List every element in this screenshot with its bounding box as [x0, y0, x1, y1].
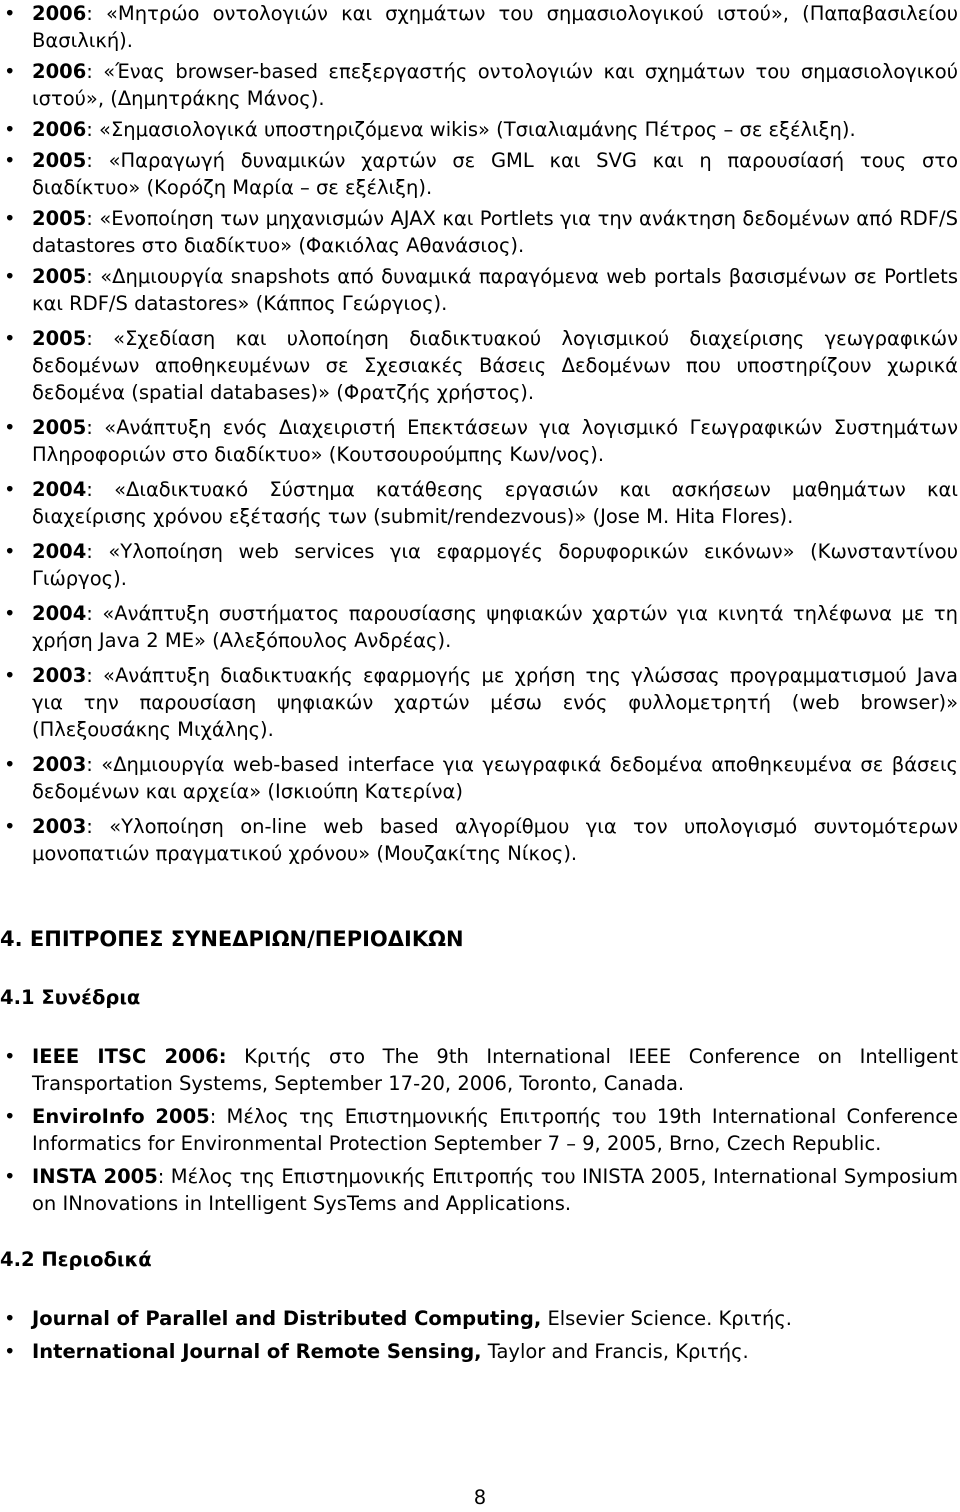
project-year: 2004: [32, 478, 87, 501]
bullet-icon: •: [4, 60, 16, 83]
project-year: 2005: [32, 416, 87, 439]
project-year: 2005: [32, 207, 87, 230]
bullet-icon: •: [4, 1105, 16, 1128]
list-item: [0, 662, 960, 743]
project-text: : «Διαδικτυακό Σύστημα κατάθεσης εργασιών και ασκήσεων μαθημάτων και διαχείρισης χρόνου εξέτασής των (submit/rendezvous)» (Jose M. Hita Flores).: [32, 478, 958, 528]
list-item: [0, 600, 960, 654]
project-text: : «Ανάπτυξη συστήματος παρουσίασης ψηφιακών χαρτών για κινητά τηλέφωνα με τη χρήση Java 2 ME» (Αλεξόπουλος Ανδρέας).: [32, 602, 958, 652]
project-year: 2005: [32, 327, 87, 350]
project-year: 2003: [32, 753, 87, 776]
bullet-icon: •: [4, 416, 16, 439]
journal-name: Journal of Parallel and Distributed Computing,: [32, 1307, 542, 1330]
journal-text: Elsevier Science. Κριτής.: [541, 1307, 793, 1330]
conference-text: : Μέλος της Επιστημονικής Επιτροπής του 19th International Conference Informatics for Environmental Protection September 7 – 9, 2005, Brno, Czech Republic.: [32, 1105, 958, 1155]
project-year: 2003: [32, 664, 87, 687]
page-number: 8: [473, 1486, 487, 1509]
project-text: : «Δημιουργία snapshots από δυναμικά παραγόμενα web portals βασισμένων σε Portlets και RDF/S datastores» (Κάππος Γεώργιος).: [32, 265, 958, 315]
list-item: [0, 813, 960, 867]
project-text: : «Παραγωγή δυναμικών χαρτών σε GML και SVG και η παρουσίασή τους στο διαδίκτυο» (Κορόζη Μαρία – σε εξέλιξη).: [32, 149, 958, 199]
list-item: [0, 1103, 960, 1157]
project-year: 2004: [32, 602, 87, 625]
list-item: [0, 263, 960, 317]
bullet-icon: •: [4, 478, 16, 501]
journal-text: Taylor and Francis, Κριτής.: [481, 1340, 749, 1363]
project-text: : «Δημιουργία web-based interface για γεωγραφικά δεδομένα αποθηκευμένα σε βάσεις δεδομένων και αρχεία» (Ισκιούπη Κατερίνα): [32, 753, 958, 803]
list-item: [0, 751, 960, 805]
list-item: [0, 205, 960, 259]
bullet-icon: •: [4, 149, 16, 172]
journal-name: International Journal of Remote Sensing,: [32, 1340, 482, 1363]
bullet-icon: •: [4, 1340, 16, 1363]
conference-name: IEEE ITSC 2006:: [32, 1045, 227, 1068]
bullet-icon: •: [4, 1045, 16, 1068]
list-item: [0, 1163, 960, 1217]
bullet-icon: •: [4, 1165, 16, 1188]
bullet-icon: •: [4, 207, 16, 230]
bullet-icon: •: [4, 540, 16, 563]
project-text: : «Μητρώο οντολογιών και σχημάτων του σημασιολογικού ιστού», (Παπαβασιλείου Βασιλική).: [32, 2, 958, 52]
project-text: : «Ανάπτυξη ενός Διαχειριστή Επεκτάσεων για λογισμικό Γεωγραφικών Συστημάτων Πληροφοριών στο διαδίκτυο» (Κουτσουρούμπης Κων/νος).: [32, 416, 958, 466]
bullet-icon: •: [4, 753, 16, 776]
bullet-icon: •: [4, 327, 16, 350]
conference-text: Κριτής στο The 9th International IEEE Conference on Intelligent Transportation Systems, September 17-20, 2006, Toronto, Canada.: [32, 1045, 958, 1095]
project-text: : «Ανάπτυξη διαδικτυακής εφαρμογής με χρήση της γλώσσας προγραμματισμού Java για την παρουσίαση ψηφιακών χαρτών μέσω ενός φυλλομετρητή (web browser)» (Πλεξουσάκης Μιχάλης).: [32, 664, 958, 741]
project-year: 2005: [32, 149, 87, 172]
project-text: : «Σχεδίαση και υλοποίηση διαδικτυακού λογισμικού διαχείρισης γεωγραφικών δεδομένων αποθηκευμένων σε Σχεσιακές Βάσεις Δεδομένων που υποστηρίζουν χωρικά δεδομένα (spatial databases)» (Φρατζής χρήστος).: [32, 327, 958, 404]
project-text: : «Ένας browser-based επεξεργαστής οντολογιών και σχημάτων του σημασιολογικού ιστού», (Δημητράκης Μάνος).: [32, 60, 958, 110]
list-item: [0, 1305, 960, 1332]
list-item: [0, 58, 960, 112]
bullet-icon: •: [4, 118, 16, 141]
conference-name: EnviroInfo 2005: [32, 1105, 210, 1128]
bullet-icon: •: [4, 265, 16, 288]
list-item: [0, 538, 960, 592]
project-year: 2005: [32, 265, 87, 288]
project-year: 2006: [32, 118, 87, 141]
list-item: [0, 1338, 960, 1365]
project-text: : «Υλοποίηση web services για εφαρμογές δορυφορικών εικόνων» (Κωνσταντίνου Γιώργος).: [32, 540, 958, 590]
subsection-title-journals: 4.2 Περιοδικά: [0, 1248, 152, 1271]
bullet-icon: •: [4, 815, 16, 838]
project-year: 2006: [32, 60, 87, 83]
conference-text: : Μέλος της Επιστημονικής Επιτροπής του INISTA 2005, International Symposium on INnovations in Intelligent SysTems and Applications.: [32, 1165, 958, 1215]
project-text: : «Σημασιολογικά υποστηριζόμενα wikis» (Τσιαλιαμάνης Πέτρος – σε εξέλιξη).: [86, 118, 856, 141]
list-item: [0, 1043, 960, 1097]
list-item: [0, 0, 960, 54]
bullet-icon: •: [4, 1307, 16, 1330]
journals-list: [0, 1305, 960, 1365]
bullet-icon: •: [4, 2, 16, 25]
bullet-icon: •: [4, 602, 16, 625]
list-item: [0, 476, 960, 530]
project-year: 2004: [32, 540, 87, 563]
conference-name: INSTA 2005: [32, 1165, 158, 1188]
project-text: : «Υλοποίηση on-line web based αλγορίθμου για τον υπολογισμό συντομότερων μονοπατιών πραγματικού χρόνου» (Μουζακίτης Νίκος).: [32, 815, 958, 865]
project-year: 2006: [32, 2, 87, 25]
project-year: 2003: [32, 815, 87, 838]
list-item: [0, 116, 960, 143]
section-title: 4. ΕΠΙΤΡΟΠΕΣ ΣΥΝΕΔΡΙΩΝ/ΠΕΡΙΟΔΙΚΩΝ: [0, 927, 464, 951]
list-item: [0, 325, 960, 406]
subsection-title-conferences: 4.1 Συνέδρια: [0, 986, 141, 1009]
bullet-icon: •: [4, 664, 16, 687]
project-text: : «Ενοποίηση των μηχανισμών AJAX και Portlets για την ανάκτηση δεδομένων από RDF/S datastores στο διαδίκτυο» (Φακιόλας Αθανάσιος).: [32, 207, 958, 257]
list-item: [0, 414, 960, 468]
conferences-list: [0, 1043, 960, 1217]
list-item: [0, 147, 960, 201]
